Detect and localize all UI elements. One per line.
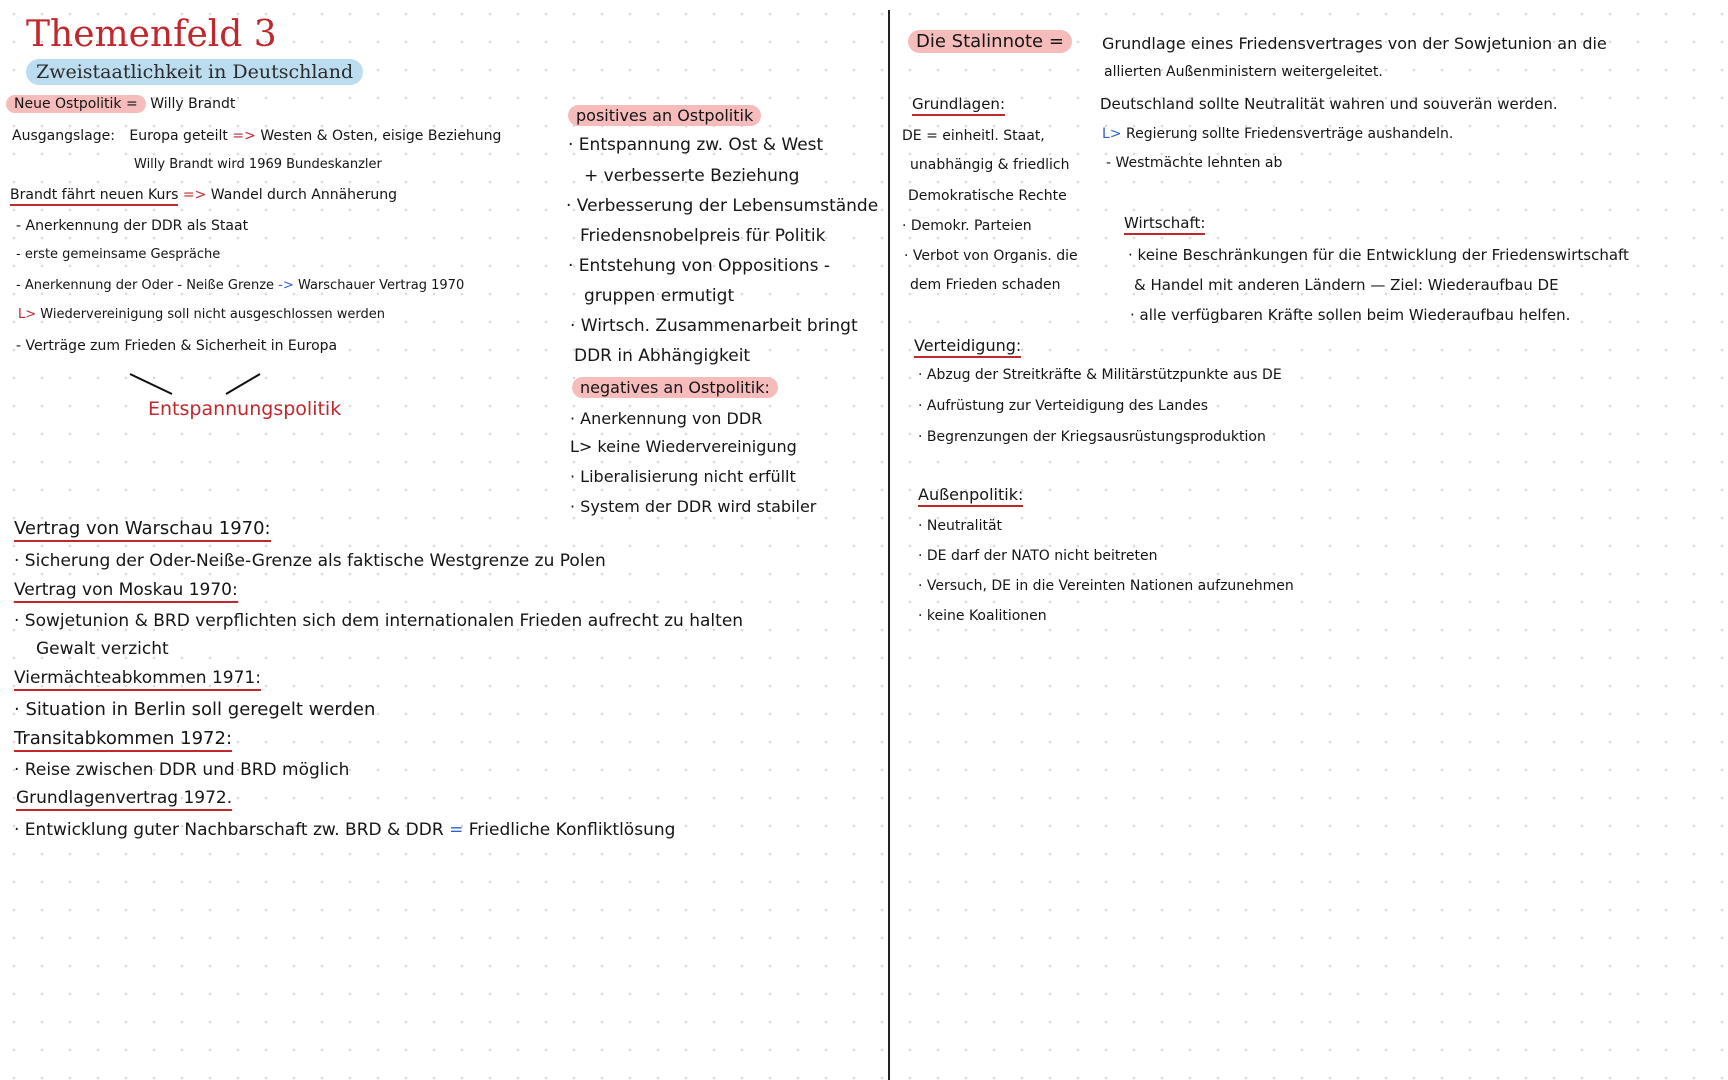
- negative-title: negatives an Ostpolitik:: [572, 378, 778, 397]
- grundlagen-item-4: · Demokr. Parteien: [902, 218, 1032, 234]
- ausgangslage-a: Europa geteilt: [129, 128, 228, 144]
- bullet-3-b: Warschauer Vertrag 1970: [297, 278, 465, 293]
- page-divider: [888, 10, 890, 1080]
- aussenpolitik-item-2: · DE darf der NATO nicht beitreten: [918, 548, 1158, 564]
- grundlagen-item-6: dem Frieden schaden: [910, 277, 1061, 293]
- ausgangslage-line2: Willy Brandt wird 1969 Bundeskanzler: [134, 157, 382, 172]
- neue-ostpolitik-value: Willy Brandt: [150, 96, 236, 112]
- treaty-warschau-title: Vertrag von Warschau 1970:: [14, 518, 271, 539]
- entspannungspolitik-label: Entspannungspolitik: [148, 398, 342, 420]
- ausgangslage-arrow: =>: [232, 128, 256, 144]
- grundlagen-item-3: Demokratische Rechte: [908, 188, 1067, 204]
- ostpolitik-bullet-5: - Verträge zum Frieden & Sicherheit in Europa: [16, 338, 338, 354]
- ausgangslage-line: [12, 128, 501, 144]
- neue-ostpolitik-label: Neue Ostpolitik =: [6, 95, 146, 113]
- positive-item-4: Friedensnobelpreis für Politik: [580, 226, 826, 246]
- aussenpolitik-item-4: · keine Koalitionen: [918, 608, 1047, 624]
- aussenpolitik-item-1: · Neutralität: [918, 518, 1003, 534]
- grundlagenvertrag-title: Grundlagenvertrag 1972.: [16, 788, 232, 808]
- stalinnote-line-1: Grundlage eines Friedensvertrages von der Sowjetunion an die: [1102, 34, 1607, 53]
- negative-item-3: · Liberalisierung nicht erfüllt: [570, 467, 796, 486]
- treaty-moskau-text: · Sowjetunion & BRD verpflichten sich dem internationalen Frieden aufrecht zu halten: [14, 611, 744, 631]
- grundlagenvertrag-text: · Entwicklung guter Nachbarschaft zw. BRD & DDR = Friedliche Konfliktlösung: [14, 820, 676, 840]
- wirtschaft-title: Wirtschaft:: [1124, 214, 1205, 232]
- grundlagen-item-1: DE = einheitl. Staat,: [902, 128, 1045, 144]
- aussenpolitik-item-3: · Versuch, DE in die Vereinten Nationen aufzunehmen: [918, 578, 1294, 594]
- bullet-3-arrow: ->: [278, 278, 294, 293]
- verteidigung-item-3: · Begrenzungen der Kriegsausrüstungsproduktion: [918, 429, 1266, 445]
- stalinnote-line-2: allierten Außenministern weitergeleitet.: [1104, 64, 1383, 80]
- wirtschaft-item-2: & Handel mit anderen Ländern — Ziel: Wiederaufbau DE: [1134, 276, 1559, 294]
- wirtschaft-item-1: · keine Beschränkungen für die Entwicklung der Friedenswirtschaft: [1128, 246, 1629, 264]
- ostpolitik-bullet-2: - erste gemeinsame Gespräche: [16, 247, 221, 262]
- verteidigung-item-2: · Aufrüstung zur Verteidigung des Landes: [918, 398, 1209, 414]
- neue-ostpolitik-line: [6, 96, 235, 112]
- kurs-arrow: =>: [182, 187, 207, 203]
- treaty-moskau-text2: Gewalt verzicht: [36, 639, 169, 659]
- treaty-transit-text: · Reise zwischen DDR und BRD möglich: [14, 760, 350, 780]
- treaty-transit-title: Transitabkommen 1972:: [14, 728, 232, 749]
- kurs-line: [10, 187, 397, 203]
- ausgangslage-label: Ausgangslage:: [12, 128, 115, 144]
- ausgangslage-b: Westen & Osten, eisige Beziehung: [260, 128, 502, 144]
- positive-item-6: gruppen ermutigt: [584, 286, 735, 306]
- treaty-moskau-title: Vertrag von Moskau 1970:: [14, 580, 238, 600]
- grundlagen-title: Grundlagen:: [912, 95, 1005, 113]
- wirtschaft-item-3: · alle verfügbaren Kräfte sollen beim Wiederaufbau helfen.: [1130, 306, 1571, 324]
- ostpolitik-bullet-4: [18, 307, 385, 322]
- bullet-3-a: - Anerkennung der Oder - Neiße Grenze: [16, 278, 275, 293]
- negative-item-2: L> keine Wiedervereinigung: [570, 437, 797, 456]
- positive-item-7: · Wirtsch. Zusammenarbeit bringt: [570, 316, 858, 336]
- bullet-4-arrow: L>: [18, 307, 37, 322]
- ostpolitik-bullet-3: [16, 278, 464, 293]
- grundlagen-item-5: · Verbot von Organis. die: [904, 248, 1078, 264]
- converging-lines: [120, 368, 270, 402]
- positive-item-8: DDR in Abhängigkeit: [574, 346, 751, 366]
- positive-title: positives an Ostpolitik: [568, 106, 761, 125]
- positive-item-3: · Verbesserung der Lebensumstände: [566, 196, 879, 216]
- kurs-label: Brandt fährt neuen Kurs: [10, 187, 178, 206]
- kurs-value: Wandel durch Annäherung: [210, 187, 398, 203]
- ostpolitik-bullet-1: - Anerkennung der DDR als Staat: [16, 218, 249, 234]
- positive-item-2: + verbesserte Beziehung: [584, 166, 800, 186]
- treaty-warschau-text: · Sicherung der Oder-Neiße-Grenze als faktische Westgrenze zu Polen: [14, 551, 606, 571]
- treaty-viermaechte-text: · Situation in Berlin soll geregelt werden: [14, 699, 376, 720]
- regierung-line: L> Regierung sollte Friedensverträge aushandeln.: [1102, 126, 1454, 142]
- treaty-viermaechte-title: Viermächteabkommen 1971:: [14, 668, 261, 688]
- page-title: Themenfeld 3: [26, 14, 277, 55]
- positive-item-5: · Entstehung von Oppositions -: [568, 256, 831, 276]
- negative-item-4: · System der DDR wird stabiler: [570, 497, 817, 516]
- stalinnote-label: Die Stalinnote =: [908, 31, 1072, 52]
- page-subtitle: Zweistaatlichkeit in Deutschland: [26, 59, 363, 85]
- grundlagen-item-2: unabhängig & friedlich: [910, 157, 1070, 173]
- verteidigung-item-1: · Abzug der Streitkräfte & Militärstützpunkte aus DE: [918, 367, 1282, 383]
- positive-item-1: · Entspannung zw. Ost & West: [568, 135, 824, 155]
- bullet-4-text: Wiedervereinigung soll nicht ausgeschlossen werden: [40, 307, 386, 322]
- verteidigung-title: Verteidigung:: [914, 336, 1021, 355]
- negative-item-1: · Anerkennung von DDR: [570, 409, 763, 428]
- aussenpolitik-title: Außenpolitik:: [918, 485, 1023, 504]
- westmaechte-line: - Westmächte lehnten ab: [1106, 155, 1283, 171]
- deutschland-line: Deutschland sollte Neutralität wahren und souverän werden.: [1100, 95, 1558, 113]
